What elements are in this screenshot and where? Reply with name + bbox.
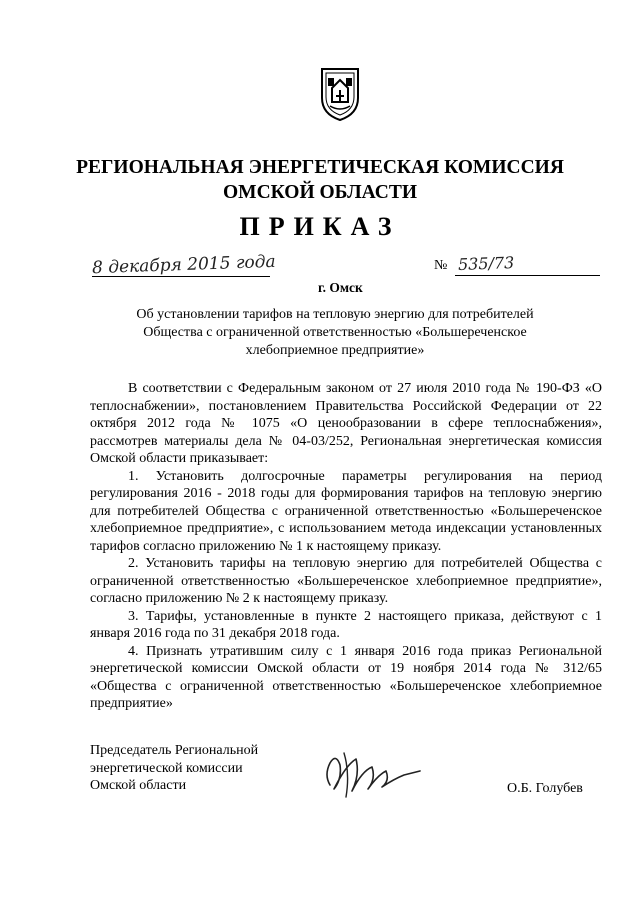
coat-of-arms-emblem <box>318 66 362 122</box>
city-label: г. Омск <box>318 280 363 295</box>
org-name-line1: РЕГИОНАЛЬНАЯ ЭНЕРГЕТИЧЕСКАЯ КОМИССИЯ <box>76 157 564 178</box>
order-item-4: 4. Признать утратившим силу с 1 января 2016 года приказ Региональной энергетической комиссии Омской области от 19 ноября 2014 года № 312/65 «Общества с ограниченной ответственностью «Большереченское хлебоприемное предприятие» <box>90 643 602 711</box>
signatory-position <box>90 742 258 795</box>
number-underline <box>455 275 600 276</box>
handwritten-order-number: 535/73 <box>457 253 515 274</box>
order-item-2: 2. Установить тарифы на тепловую энергию для потребителей Общества с ограниченной ответственностью «Большереченское хлебоприемное предприятие», согласно приложению № 2 к настоящему приказу. <box>90 556 602 606</box>
subject-line: хлебоприемное предприятие» <box>245 343 425 358</box>
position-line: энергетической комиссии <box>90 760 243 776</box>
signatory-name: О.Б. Голубев <box>507 781 583 796</box>
date-underline <box>92 276 270 277</box>
number-sign: № <box>434 258 448 273</box>
position-line: Председатель Региональной <box>90 743 259 758</box>
org-name-line2: ОМСКОЙ ОБЛАСТИ <box>223 182 417 203</box>
order-body <box>90 380 602 713</box>
preamble-paragraph: В соответствии с Федеральным законом от 27 июля 2010 года № 190-ФЗ «О теплоснабжении», постановлением Правительства Российской Федерации от 22 октября 2012 года № 1075 «О ценообразовании в сфере теплоснабжения», рассмотрев материалы дела № 04-03/252, Региональная энергетическая комиссия Омской области приказывает: <box>90 381 602 466</box>
order-subject <box>90 306 580 360</box>
document-type-title: ПРИКАЗ <box>239 212 401 241</box>
subject-line: Об установлении тарифов на тепловую энергию для потребителей <box>136 307 534 322</box>
handwritten-date: 8 декабря 2015 года <box>91 251 276 279</box>
handwritten-signature <box>316 745 426 803</box>
order-item-3: 3. Тарифы, установленные в пункте 2 настоящего приказа, действуют с 1 января 2016 года по 31 декабря 2018 года. <box>90 608 602 641</box>
subject-line: Общества с ограниченной ответственностью «Большереченское <box>143 325 527 340</box>
order-item-1: 1. Установить долгосрочные параметры регулирования на период регулирования 2016 - 2018 годы для формирования тарифов на тепловую энергию для потребителей Общества с ограниченной ответственностью «Большереченское хлебоприемное предприятие», с использованием метода индексации установленных тарифов согласно приложению № 1 к настоящему приказу. <box>90 468 602 554</box>
position-line: Омской области <box>90 778 187 793</box>
